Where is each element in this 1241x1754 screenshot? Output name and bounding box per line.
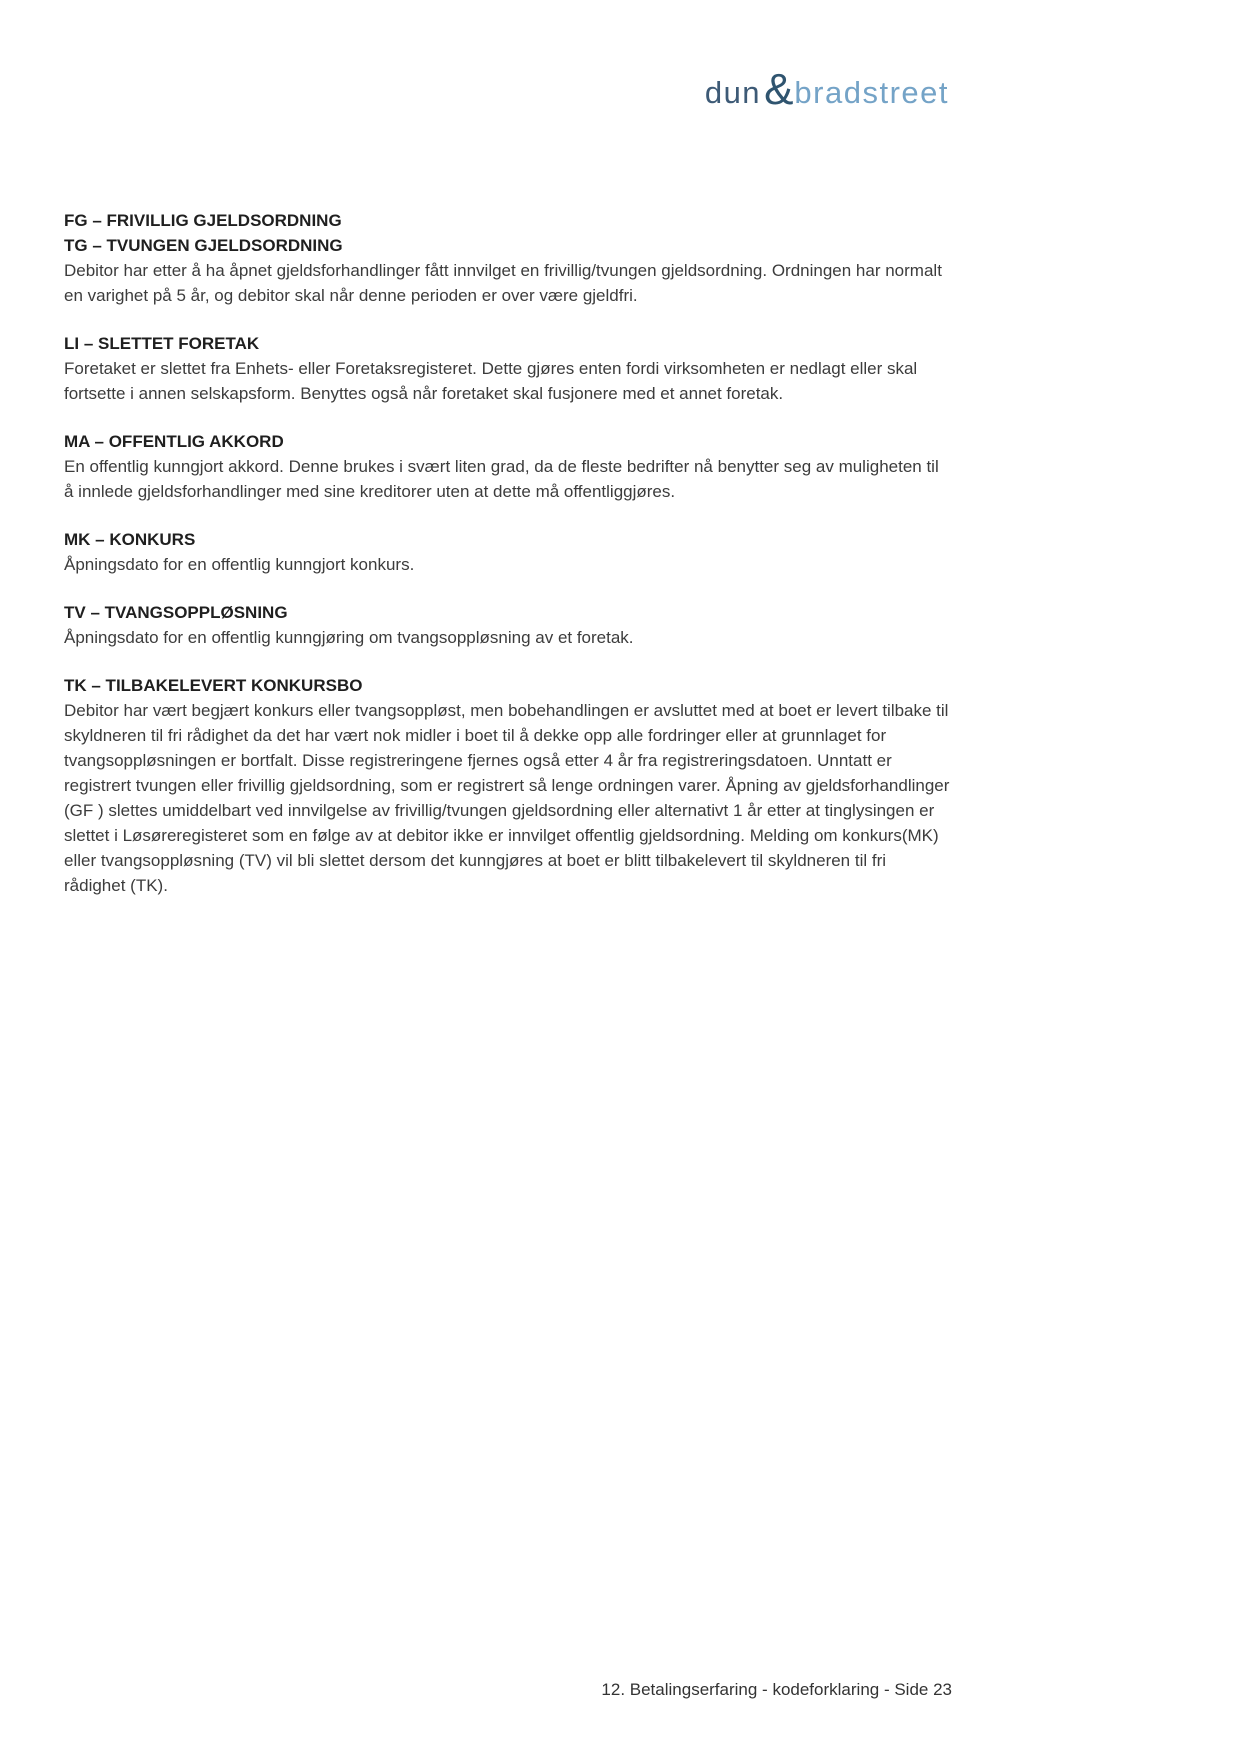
section-heading-li: LI – SLETTET FORETAK	[64, 334, 260, 353]
logo-text-dun: dun	[704, 74, 762, 110]
section-body-fg-tg: Debitor har etter å ha åpnet gjeldsforhandlinger fått innvilget en frivillig/tvungen gjeldsordning. Ordningen har normalt en varighet på 5 år, og debitor skal når denne perioden er over være gjeldfri.	[64, 261, 942, 305]
section-fg-tg	[64, 208, 952, 308]
section-body-tk: Debitor har vært begjært konkurs eller tvangsoppløst, men bobehandlingen er avsluttet med at boet er levert tilbake til skyldneren til fri rådighet da det har vært nok midler i boet til å dekke opp alle fordringer eller at grunnlaget for tvangsoppløsningen er bortfalt. Disse registreringene fjernes også etter 4 år fra registreringsdatoen. Unntatt er registrert tvungen eller frivillig gjeldsordning, som er registrert så lenge ordningen varer. Åpning av gjeldsforhandlinger (GF ) slettes umiddelbart ved innvilgelse av frivillig/tvungen gjeldsordning eller alternativt 1 år etter at tinglysingen er slettet i Løsøreregisteret som en følge av at debitor ikke er innvilget offentlig gjeldsordning. Melding om konkurs(MK) eller tvangsoppløsning (TV) vil bli slettet dersom det kunngjøres at boet er blitt tilbakelevert til skyldneren til fri rådighet (TK).	[64, 701, 950, 895]
section-body-tv: Åpningsdato for en offentlig kunngjøring om tvangsoppløsning av et foretak.	[64, 628, 634, 647]
section-li	[64, 331, 952, 406]
ampersand-icon: &	[764, 65, 794, 114]
section-body-li: Foretaket er slettet fra Enhets- eller Foretaksregisteret. Dette gjøres enten fordi virksomheten er nedlagt eller skal fortsette i annen selskapsform. Benyttes også når foretaket skal fusjonere med et annet foretak.	[64, 359, 918, 403]
section-ma	[64, 429, 952, 504]
page-content	[64, 208, 952, 921]
section-body-mk: Åpningsdato for en offentlig kunngjort konkurs.	[64, 555, 415, 574]
section-mk	[64, 527, 952, 577]
footer-text: 12. Betalingserfaring - kodeforklaring - Side 23	[601, 1680, 952, 1699]
dun-bradstreet-logo	[704, 65, 949, 114]
section-body-ma: En offentlig kunngjort akkord. Denne brukes i svært liten grad, da de fleste bedrifter nå benytter seg av muligheten til å innlede gjeldsforhandlinger med sine kreditorer uten at dette må offentliggjøres.	[64, 457, 939, 501]
section-heading-tg: TG – TVUNGEN GJELDSORDNING	[64, 236, 343, 255]
logo-text-bradstreet: bradstreet	[794, 74, 949, 110]
section-tk	[64, 673, 952, 898]
section-heading-ma: MA – OFFENTLIG AKKORD	[64, 432, 284, 451]
section-heading-tv: TV – TVANGSOPPLØSNING	[64, 603, 288, 622]
section-tv	[64, 600, 952, 650]
section-heading-tk: TK – TILBAKELEVERT KONKURSBO	[64, 676, 363, 695]
page-footer	[64, 1677, 952, 1702]
section-heading-fg: FG – FRIVILLIG GJELDSORDNING	[64, 211, 342, 230]
section-heading-mk: MK – KONKURS	[64, 530, 196, 549]
